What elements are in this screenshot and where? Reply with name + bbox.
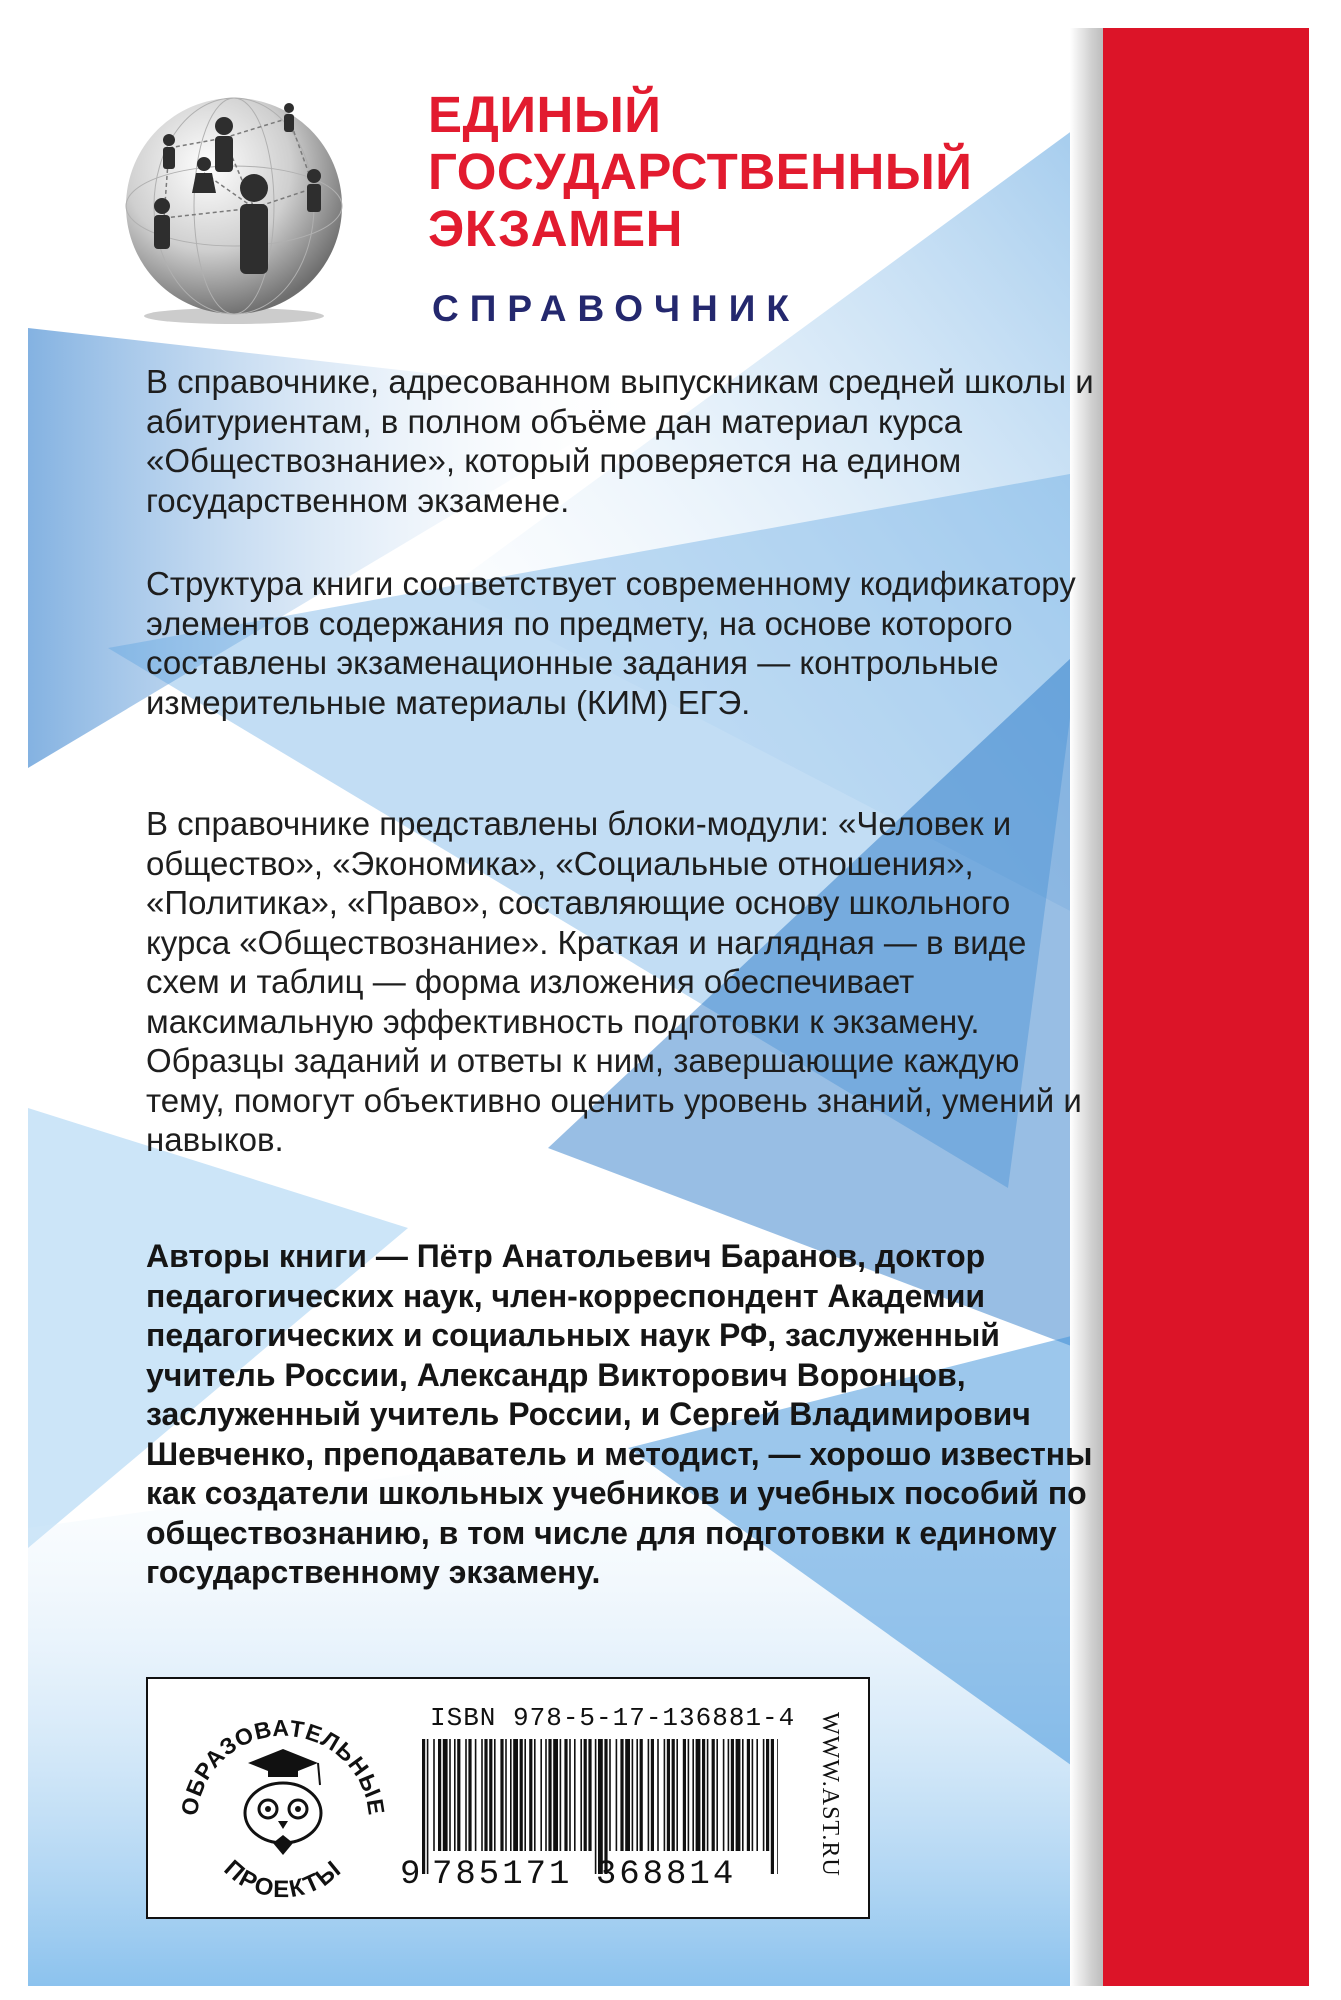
barcode-bar	[520, 1739, 523, 1851]
barcode-bar	[728, 1739, 730, 1851]
barcode-bar	[723, 1739, 725, 1851]
barcode-bar	[574, 1739, 576, 1851]
barcode-bar	[712, 1739, 715, 1851]
barcode-bar	[553, 1739, 558, 1851]
barcode-bar	[524, 1739, 526, 1851]
barcode-bar	[422, 1739, 425, 1874]
barcode-bar	[513, 1739, 518, 1851]
publisher-website: WWW.AST.RU	[817, 1712, 843, 1877]
title-line-2: ГОСУДАРСТВЕННЫЙ	[428, 143, 973, 200]
globe-people-network-icon	[114, 88, 354, 328]
barcode-bar	[636, 1739, 638, 1851]
title-line-3: ЭКЗАМЕН	[428, 200, 683, 257]
barcode-bar	[632, 1739, 634, 1851]
authors-paragraph: Авторы книги — Пётр Анатольевич Баранов, доктор педагогических наук, член-корреспондент Академии педагогических и социальных наук РФ, заслуженный учитель России, Александр Викторович Воронцов, заслуженный учитель России, и Сергей Владимирович Шевченко, преподаватель и методист, — хорошо известны как создатели школьных учебников и учебных пособий по обществознанию, в том числе для подготовки к единому государственному экзамену.	[146, 1238, 1093, 1590]
barcode-bar	[569, 1739, 571, 1851]
barcode-bar	[763, 1739, 765, 1851]
barcode-bar	[771, 1739, 774, 1874]
barcode-bar	[688, 1739, 690, 1851]
barcode-bars	[422, 1739, 778, 1874]
barcode-bar	[454, 1739, 456, 1851]
barcode-bar	[595, 1739, 597, 1874]
barcode-bar	[692, 1739, 694, 1851]
barcode-bar	[468, 1739, 471, 1851]
barcode-bar	[742, 1739, 744, 1851]
subtitle: СПРАВОЧНИК	[432, 288, 800, 329]
barcode-bar	[657, 1739, 659, 1851]
barcode-bar	[465, 1739, 467, 1851]
barcode-bar	[545, 1739, 547, 1851]
barcode-bar	[534, 1739, 536, 1851]
barcode-bar	[683, 1739, 686, 1851]
barcode-bar	[449, 1739, 451, 1851]
description-paragraph-1: В справочнике, адресованном выпускникам средней школы и абитуриентам, в полном объёме дан материал курса «Обществознание», который проверяется на едином государственном экзамене.	[146, 363, 1094, 519]
description-paragraph-3: В справочнике представлены блоки-модули: «Человек и общество», «Экономика», «Социальные отношения», «Политика», «Право», составляющие основу школьного курса «Обществознание». Краткая и наглядная — в виде схем и таблиц — форма изложения обеспечивает максимальную эффективность подготовки к экзамену. Образцы заданий и ответы к ним, завершающие каждую тему, помогут объективно оценить уровень знаний, умений и навыков.	[146, 805, 1082, 1158]
description-paragraph-2: Структура книги соответствует современному кодификатору элементов содержания по предмету, на основе которого составлены экзаменационные задания — контрольные измерительные материалы (КИМ) ЕГЭ.	[146, 565, 1076, 721]
barcode-bar	[427, 1739, 429, 1874]
barcode-bar	[548, 1739, 551, 1851]
barcode-bar	[604, 1739, 607, 1874]
isbn-number: ISBN 978-5-17-136881-4	[430, 1703, 796, 1733]
barcode-bar	[616, 1739, 618, 1851]
owl-graduation-cap-logo	[168, 1685, 398, 1913]
barcode-bar	[609, 1739, 611, 1851]
barcode-bar	[494, 1739, 496, 1851]
barcode-bar	[696, 1739, 701, 1851]
barcode-bar	[664, 1739, 666, 1851]
barcode-bar	[529, 1739, 532, 1851]
barcode-bar	[752, 1739, 754, 1851]
barcode-bar	[676, 1739, 678, 1851]
barcode-bar	[598, 1739, 603, 1874]
title	[428, 86, 972, 257]
barcode-bar	[766, 1739, 769, 1851]
barcode-bar	[672, 1739, 675, 1851]
barcode-bar	[540, 1739, 542, 1851]
barcode-bar	[716, 1739, 718, 1851]
logo-text-bottom: ПРОЕКТЫ	[218, 1854, 348, 1904]
barcode-bar	[731, 1739, 734, 1851]
barcode-bar	[756, 1739, 758, 1851]
barcode-bar	[707, 1739, 709, 1851]
barcode-bar	[736, 1739, 741, 1851]
barcode-bar	[443, 1739, 448, 1851]
barcode-bar	[620, 1739, 623, 1851]
red-spine	[1103, 28, 1309, 1986]
barcode-bar	[640, 1739, 643, 1851]
barcode-bar	[457, 1739, 460, 1851]
ean-first-digit: 9	[400, 1856, 421, 1894]
barcode-bar	[651, 1739, 654, 1851]
title-line-1: ЕДИНЫЙ	[428, 86, 662, 143]
barcode-bar	[433, 1739, 435, 1851]
logo-text-top: ОБРАЗОВАТЕЛЬНЫЕ	[175, 1714, 390, 1818]
ean-digits: 785171 368814	[432, 1856, 737, 1894]
svg-text:ПРОЕКТЫ	[219, 1855, 348, 1903]
barcode-bar	[777, 1739, 778, 1874]
barcode-bar	[667, 1739, 670, 1851]
barcode-bar	[584, 1739, 587, 1851]
barcode-bar	[484, 1739, 487, 1851]
barcode-bar	[702, 1739, 705, 1851]
barcode-bar	[648, 1739, 650, 1851]
barcode-bar	[481, 1739, 483, 1851]
barcode-bar	[475, 1739, 477, 1851]
barcode-bar	[560, 1739, 562, 1851]
barcode-bar	[580, 1739, 582, 1851]
barcode-bar	[500, 1739, 503, 1851]
barcode-bar	[489, 1739, 492, 1851]
barcode-bar	[438, 1739, 441, 1851]
barcode-bar	[510, 1739, 512, 1851]
barcode-bar	[564, 1739, 567, 1851]
barcode-bar	[625, 1739, 630, 1851]
barcode-bar	[588, 1739, 591, 1851]
barcode-bar	[747, 1739, 750, 1851]
barcode-bar	[505, 1739, 507, 1851]
